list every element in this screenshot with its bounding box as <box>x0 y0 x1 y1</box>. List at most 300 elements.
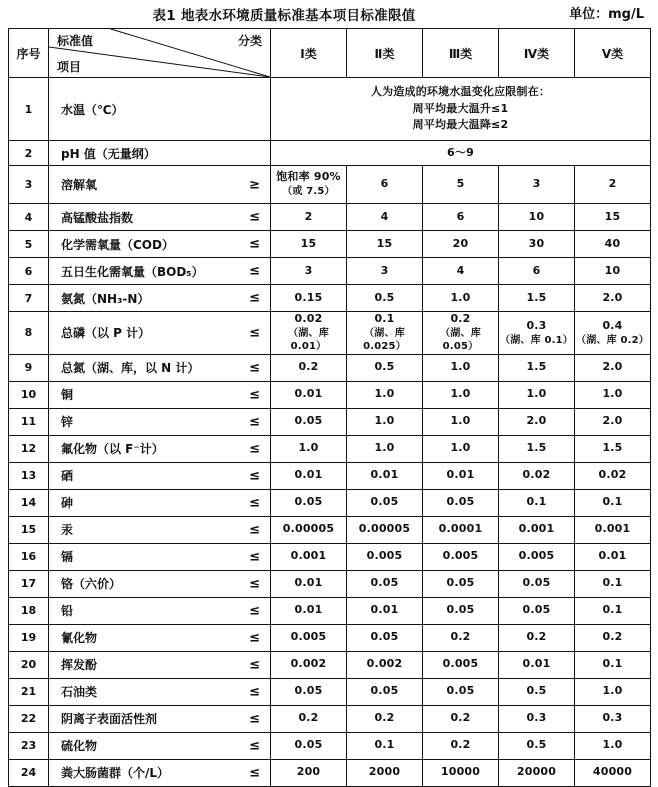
value-primary: 1.5 <box>526 290 547 304</box>
row-value-class-3 <box>423 759 499 786</box>
row-value-class-2 <box>347 489 423 516</box>
row-value-class-2 <box>347 204 423 231</box>
value-primary: 0.01 <box>370 603 399 617</box>
value-primary: 6 <box>456 209 465 223</box>
row-value-class-5 <box>575 381 651 408</box>
value-primary: 0.2 <box>298 360 319 374</box>
value-primary: 1.0 <box>526 387 547 401</box>
row-value-class-4 <box>499 231 575 258</box>
row-comparison-symbol: ≤ <box>249 549 260 565</box>
row-item-name: 铬（六价） <box>61 577 122 592</box>
row-item-name: 挥发酚 <box>61 658 98 673</box>
row-item-cell <box>49 312 271 355</box>
row-value-class-3 <box>423 381 499 408</box>
table-row <box>9 285 651 312</box>
value-primary: 10 <box>604 263 621 277</box>
value-primary: 30 <box>528 236 545 250</box>
row-value-class-2 <box>347 705 423 732</box>
merged-value-line: 周平均最大温升≤1 <box>412 101 509 115</box>
row-serial-no: 4 <box>9 204 49 231</box>
row-item-name: 石油类 <box>61 685 98 700</box>
row-value-class-2 <box>347 408 423 435</box>
merged-value-line: 人为造成的环境水温变化应限制在： <box>370 85 551 99</box>
value-primary: 0.05 <box>446 684 475 698</box>
row-serial-no: 16 <box>9 543 49 570</box>
value-primary: 0.5 <box>526 684 547 698</box>
value-primary: 0.5 <box>374 290 395 304</box>
header-class-2: Ⅱ类 <box>347 29 423 78</box>
row-value-class-5 <box>575 285 651 312</box>
value-primary: 0.2 <box>450 630 471 644</box>
row-value-class-5 <box>575 651 651 678</box>
value-primary: 0.4 <box>602 318 623 332</box>
value-primary: 10000 <box>440 765 481 779</box>
row-item-cell <box>49 78 271 141</box>
row-value-class-4 <box>499 732 575 759</box>
row-comparison-symbol: ≤ <box>249 441 260 457</box>
row-comparison-symbol: ≤ <box>249 576 260 592</box>
row-value-class-5 <box>575 597 651 624</box>
table-row <box>9 489 651 516</box>
page-title: 表1 地表水环境质量标准基本项目标准限值 <box>152 8 416 24</box>
row-comparison-symbol: ≤ <box>249 263 260 279</box>
row-value-class-5 <box>575 624 651 651</box>
row-value-class-2 <box>347 231 423 258</box>
row-item-cell <box>49 435 271 462</box>
value-primary: 0.3 <box>526 711 547 725</box>
row-comparison-symbol: ≤ <box>249 290 260 306</box>
value-primary: 1.5 <box>526 360 547 374</box>
value-primary: 0.05 <box>370 630 399 644</box>
value-primary: 0.01 <box>294 603 323 617</box>
row-item-cell <box>49 705 271 732</box>
row-serial-no: 8 <box>9 312 49 355</box>
value-primary: 3 <box>380 263 389 277</box>
row-value-class-5 <box>575 489 651 516</box>
value-primary: 2 <box>304 209 313 223</box>
row-item-cell <box>49 231 271 258</box>
value-primary: 0.02 <box>522 468 551 482</box>
row-item-name: 镉 <box>61 550 74 565</box>
table-row <box>9 462 651 489</box>
row-item-name: 硫化物 <box>61 739 98 754</box>
value-primary: 0.1 <box>602 657 623 671</box>
table-row <box>9 705 651 732</box>
row-serial-no: 23 <box>9 732 49 759</box>
value-primary: 1.5 <box>602 441 623 455</box>
row-item-name: 氟化物（以 F⁻计） <box>61 442 164 457</box>
row-item-cell <box>49 141 271 166</box>
row-value-class-1 <box>271 489 347 516</box>
row-item-name: 阴离子表面活性剂 <box>61 712 158 727</box>
row-item-cell <box>49 732 271 759</box>
value-primary: 0.5 <box>374 360 395 374</box>
row-comparison-symbol: ≤ <box>249 711 260 727</box>
value-primary: 15 <box>604 209 621 223</box>
row-serial-no: 11 <box>9 408 49 435</box>
row-item-cell <box>49 651 271 678</box>
value-primary: 1.0 <box>602 738 623 752</box>
row-serial-no: 20 <box>9 651 49 678</box>
row-serial-no: 17 <box>9 570 49 597</box>
value-primary: 0.2 <box>374 711 395 725</box>
value-secondary: （湖、库 0.1） <box>500 334 573 346</box>
merged-value-line: 6～9 <box>447 145 474 159</box>
row-value-class-5 <box>575 408 651 435</box>
table-row <box>9 408 651 435</box>
unit-label: 单位：mg/L <box>569 7 644 22</box>
row-value-class-4 <box>499 651 575 678</box>
row-value-class-5 <box>575 204 651 231</box>
header-row <box>9 29 651 78</box>
row-item-cell <box>49 462 271 489</box>
row-value-class-4 <box>499 408 575 435</box>
row-value-class-1 <box>271 285 347 312</box>
row-value-class-1 <box>271 597 347 624</box>
value-secondary: （或 7.5） <box>282 186 335 198</box>
row-value-class-3 <box>423 408 499 435</box>
row-value-class-4 <box>499 435 575 462</box>
table-header <box>9 29 651 78</box>
row-value-class-3 <box>423 570 499 597</box>
value-primary: 20000 <box>516 765 557 779</box>
row-value-class-1 <box>271 624 347 651</box>
row-serial-no: 18 <box>9 597 49 624</box>
header-standard-value: 标准值 <box>57 34 94 48</box>
row-serial-no: 1 <box>9 78 49 141</box>
row-value-class-2 <box>347 651 423 678</box>
row-value-class-2 <box>347 759 423 786</box>
value-primary: 0.01 <box>294 576 323 590</box>
value-primary: 0.05 <box>370 684 399 698</box>
row-value-class-4 <box>499 381 575 408</box>
row-item-name: 汞 <box>61 523 74 538</box>
row-comparison-symbol: ≤ <box>249 657 260 673</box>
row-item-name: 总氮（湖、库，以 N 计） <box>61 361 200 376</box>
row-value-class-2 <box>347 597 423 624</box>
value-primary: 饱和率 90% <box>276 170 341 184</box>
row-merged-value <box>271 141 651 166</box>
row-value-class-1 <box>271 381 347 408</box>
row-value-class-4 <box>499 759 575 786</box>
table-row <box>9 166 651 204</box>
value-primary: 0.01 <box>370 468 399 482</box>
table-row <box>9 204 651 231</box>
row-value-class-4 <box>499 489 575 516</box>
value-primary: 0.2 <box>450 711 471 725</box>
value-primary: 0.1 <box>602 576 623 590</box>
row-value-class-4 <box>499 312 575 355</box>
row-value-class-3 <box>423 624 499 651</box>
row-value-class-5 <box>575 435 651 462</box>
value-primary: 0.05 <box>294 414 323 428</box>
row-value-class-2 <box>347 166 423 204</box>
row-item-cell <box>49 543 271 570</box>
value-primary: 2000 <box>368 765 401 779</box>
row-value-class-1 <box>271 678 347 705</box>
row-value-class-3 <box>423 354 499 381</box>
value-primary: 1.0 <box>450 360 471 374</box>
value-primary: 0.2 <box>298 711 319 725</box>
row-value-class-1 <box>271 408 347 435</box>
value-primary: 200 <box>296 765 321 779</box>
value-primary: 0.001 <box>290 549 327 563</box>
value-primary: 0.05 <box>522 603 551 617</box>
row-value-class-1 <box>271 435 347 462</box>
row-value-class-1 <box>271 312 347 355</box>
value-primary: 0.05 <box>370 576 399 590</box>
row-value-class-3 <box>423 732 499 759</box>
row-value-class-3 <box>423 543 499 570</box>
row-item-name: 铅 <box>61 604 74 619</box>
row-serial-no: 24 <box>9 759 49 786</box>
table-row <box>9 651 651 678</box>
value-primary: 4 <box>380 209 389 223</box>
value-primary: 40 <box>604 236 621 250</box>
row-value-class-3 <box>423 166 499 204</box>
row-value-class-4 <box>499 462 575 489</box>
value-primary: 4 <box>456 263 465 277</box>
value-primary: 40000 <box>592 765 633 779</box>
row-item-cell <box>49 678 271 705</box>
value-secondary: （湖、库 0.2） <box>576 334 649 346</box>
row-serial-no: 2 <box>9 141 49 166</box>
value-primary: 1.0 <box>298 441 319 455</box>
row-value-class-1 <box>271 258 347 285</box>
row-value-class-4 <box>499 543 575 570</box>
value-primary: 0.01 <box>522 657 551 671</box>
row-item-name: 总磷（以 P 计） <box>61 326 151 341</box>
row-item-name: 化学需氧量（COD） <box>61 237 174 252</box>
row-serial-no: 7 <box>9 285 49 312</box>
row-serial-no: 21 <box>9 678 49 705</box>
row-value-class-5 <box>575 732 651 759</box>
table-row <box>9 543 651 570</box>
header-class-1: Ⅰ类 <box>271 29 347 78</box>
row-value-class-5 <box>575 543 651 570</box>
row-value-class-5 <box>575 231 651 258</box>
value-primary: 0.01 <box>446 468 475 482</box>
value-primary: 15 <box>376 236 393 250</box>
row-value-class-5 <box>575 258 651 285</box>
value-primary: 0.2 <box>450 738 471 752</box>
value-primary: 3 <box>304 263 313 277</box>
value-primary: 20 <box>452 236 469 250</box>
row-value-class-5 <box>575 516 651 543</box>
value-primary: 1.0 <box>374 414 395 428</box>
row-value-class-5 <box>575 312 651 355</box>
row-value-class-4 <box>499 285 575 312</box>
row-comparison-symbol: ≤ <box>249 684 260 700</box>
value-primary: 0.00005 <box>358 522 411 536</box>
value-primary: 0.05 <box>446 576 475 590</box>
value-primary: 0.005 <box>442 549 479 563</box>
table-body <box>9 78 651 787</box>
value-primary: 6 <box>380 177 389 191</box>
table-row <box>9 516 651 543</box>
header-class-5: Ⅴ类 <box>575 29 651 78</box>
row-value-class-2 <box>347 624 423 651</box>
value-primary: 0.02 <box>294 312 323 325</box>
row-item-name: 水温（℃） <box>61 102 124 117</box>
header-class-3: Ⅲ类 <box>423 29 499 78</box>
row-value-class-4 <box>499 204 575 231</box>
table-row <box>9 759 651 786</box>
row-value-class-2 <box>347 381 423 408</box>
value-primary: 0.001 <box>518 522 555 536</box>
row-serial-no: 6 <box>9 258 49 285</box>
table-row <box>9 732 651 759</box>
row-value-class-5 <box>575 570 651 597</box>
row-item-name: 锌 <box>61 415 74 430</box>
row-value-class-1 <box>271 462 347 489</box>
row-value-class-1 <box>271 543 347 570</box>
row-value-class-2 <box>347 354 423 381</box>
row-serial-no: 10 <box>9 381 49 408</box>
value-secondary: （湖、库 0.05） <box>440 327 481 353</box>
value-primary: 1.0 <box>450 387 471 401</box>
row-item-name: 氨氮（NH₃-N） <box>61 291 150 306</box>
value-primary: 2 <box>608 177 617 191</box>
header-project: 项目 <box>57 60 82 74</box>
row-comparison-symbol: ≤ <box>249 522 260 538</box>
header-serial-no: 序号 <box>9 29 49 78</box>
value-primary: 0.2 <box>450 312 471 325</box>
row-item-name: 氰化物 <box>61 631 98 646</box>
row-item-cell <box>49 570 271 597</box>
value-primary: 2.0 <box>526 414 547 428</box>
row-value-class-4 <box>499 516 575 543</box>
value-primary: 1.0 <box>374 441 395 455</box>
row-comparison-symbol: ≤ <box>249 738 260 754</box>
value-primary: 0.005 <box>442 657 479 671</box>
row-item-name: 溶解氧 <box>61 178 98 192</box>
row-item-name: pH 值（无量纲） <box>61 146 156 161</box>
value-primary: 5 <box>456 177 465 191</box>
row-value-class-3 <box>423 489 499 516</box>
row-comparison-symbol: ≤ <box>249 414 260 430</box>
row-item-cell <box>49 285 271 312</box>
row-serial-no: 3 <box>9 166 49 204</box>
row-value-class-2 <box>347 312 423 355</box>
row-item-name: 高锰酸盐指数 <box>61 210 134 225</box>
row-comparison-symbol: ≤ <box>249 765 260 781</box>
table-row <box>9 624 651 651</box>
value-primary: 2.0 <box>602 414 623 428</box>
value-primary: 0.3 <box>602 711 623 725</box>
table-row <box>9 597 651 624</box>
row-value-class-5 <box>575 678 651 705</box>
value-primary: 3 <box>532 177 541 191</box>
table-row <box>9 258 651 285</box>
value-primary: 10 <box>528 209 545 223</box>
value-primary: 0.0001 <box>438 522 483 536</box>
value-primary: 0.005 <box>518 549 555 563</box>
row-item-cell <box>49 624 271 651</box>
row-value-class-3 <box>423 204 499 231</box>
value-secondary: （湖、库 0.01） <box>288 327 329 353</box>
row-comparison-symbol: ≤ <box>249 603 260 619</box>
row-serial-no: 15 <box>9 516 49 543</box>
row-value-class-5 <box>575 166 651 204</box>
row-value-class-3 <box>423 462 499 489</box>
table-row <box>9 678 651 705</box>
value-primary: 0.02 <box>598 468 627 482</box>
row-value-class-5 <box>575 354 651 381</box>
row-serial-no: 13 <box>9 462 49 489</box>
value-primary: 0.05 <box>370 495 399 509</box>
value-primary: 0.1 <box>602 603 623 617</box>
row-value-class-5 <box>575 759 651 786</box>
value-primary: 0.15 <box>294 290 323 304</box>
value-primary: 0.1 <box>602 495 623 509</box>
value-primary: 0.05 <box>294 738 323 752</box>
row-value-class-3 <box>423 231 499 258</box>
row-item-cell <box>49 354 271 381</box>
row-value-class-1 <box>271 354 347 381</box>
row-value-class-3 <box>423 312 499 355</box>
value-primary: 0.01 <box>598 549 627 563</box>
value-primary: 1.0 <box>450 290 471 304</box>
row-comparison-symbol: ≤ <box>249 387 260 403</box>
value-primary: 0.05 <box>294 495 323 509</box>
row-value-class-4 <box>499 624 575 651</box>
row-value-class-4 <box>499 354 575 381</box>
value-primary: 0.2 <box>602 630 623 644</box>
row-comparison-symbol: ≤ <box>249 209 260 225</box>
row-item-cell <box>49 204 271 231</box>
table-row <box>9 78 651 141</box>
value-primary: 0.1 <box>374 738 395 752</box>
row-value-class-1 <box>271 166 347 204</box>
row-value-class-4 <box>499 705 575 732</box>
row-item-cell <box>49 489 271 516</box>
row-item-cell <box>49 597 271 624</box>
row-value-class-3 <box>423 285 499 312</box>
row-value-class-1 <box>271 516 347 543</box>
row-item-cell <box>49 258 271 285</box>
value-primary: 1.0 <box>602 684 623 698</box>
row-value-class-3 <box>423 435 499 462</box>
value-primary: 15 <box>300 236 317 250</box>
header-split-cell <box>49 29 271 78</box>
row-serial-no: 19 <box>9 624 49 651</box>
row-merged-value <box>271 78 651 141</box>
value-primary: 0.1 <box>526 495 547 509</box>
row-value-class-2 <box>347 570 423 597</box>
row-serial-no: 9 <box>9 354 49 381</box>
row-item-name: 粪大肠菌群（个/L） <box>61 766 170 781</box>
row-value-class-3 <box>423 597 499 624</box>
table-row <box>9 570 651 597</box>
row-value-class-1 <box>271 570 347 597</box>
header-class-4: Ⅳ类 <box>499 29 575 78</box>
row-value-class-3 <box>423 705 499 732</box>
row-value-class-1 <box>271 231 347 258</box>
table-row <box>9 435 651 462</box>
value-primary: 0.01 <box>294 387 323 401</box>
row-comparison-symbol: ≤ <box>249 630 260 646</box>
row-value-class-2 <box>347 285 423 312</box>
value-primary: 0.05 <box>446 603 475 617</box>
value-primary: 0.3 <box>526 318 547 332</box>
value-primary: 0.05 <box>446 495 475 509</box>
table-row <box>9 231 651 258</box>
row-value-class-4 <box>499 570 575 597</box>
row-comparison-symbol: ≤ <box>249 236 260 252</box>
value-primary: 0.05 <box>294 684 323 698</box>
value-primary: 1.5 <box>526 441 547 455</box>
